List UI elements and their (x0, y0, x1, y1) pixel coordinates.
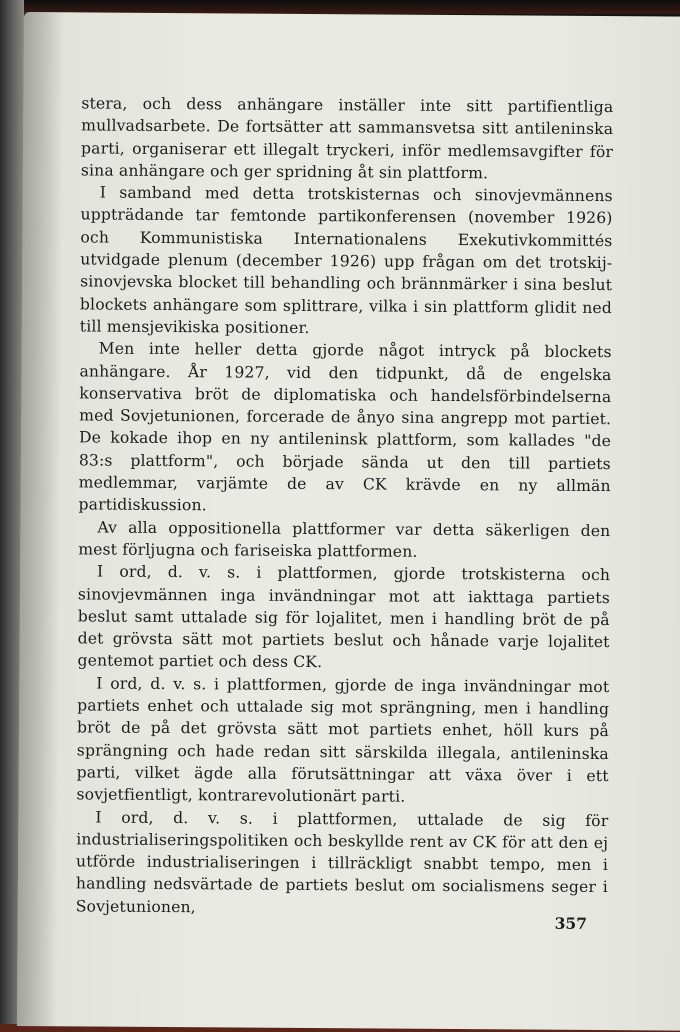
paragraph-2: I samband med detta trotskisternas och sinovjevmännens uppträdande tar femtonde partikonferensen (november 1926) och Kommunistiska Internationalens Exekutivkommittés utvidgade plenum (december 1926) upp frågan om det trotskij-sinovjevska blocket till behandling och brännmärker i sina beslut blockets anhängare som splittrare, vilka i sin plattform glidit ned till mensjevikiska positioner. (79, 183, 613, 337)
paragraph-6: I ord, d. v. s. i plattformen, gjorde de inga invändningar mot partiets enhet och uttalade sig mot sprängning, men i handling bröt de på det grövsta sätt mot partiets enhet, höll kurs på sprängning och hade redan sitt särskilda illegala, antileninska parti, vilket ägde alla förutsättningar att växa över i ett sovjetfientligt, kontrarevolutionärt parti. (76, 674, 610, 806)
paragraph-3: Men inte heller detta gjorde något intryck på blockets anhängare. År 1927, vid den tidpunkt, då de engelska konservativa bröt de diplomatiska och handelsförbindelserna med Sovjetunionen, forcerade de ånyo sina angrepp mot partiet. De kokade ihop en ny antileninsk plattform, som kallades "de 83:s plattform", och började sända ut den till partiets medlemmar, varjämte de av CK krävde en ny allmän partidiskussion. (78, 339, 612, 515)
book-page (17, 12, 680, 1031)
body-text (76, 92, 614, 921)
page-gutter-shadow (17, 12, 64, 1026)
paragraph-4: Av alla oppositionella plattformer var detta säkerligen den mest förljugna och fariseiska plattformen. (78, 518, 611, 561)
paragraph-1: stera, och dess anhängare inställer inte sitt partifientliga mullvadsarbete. De fortsätter att sammansvetsa sitt antileninska parti, organiserar ett illegalt tryckeri, inför medlemsavgifter för sina anhängare och ger spridning åt sin plattform. (80, 94, 614, 183)
paragraph-7: I ord, d. v. s. i plattformen, uttalade de sig för industrialiseringspolitiken och beskyllde rent av CK för att den ej utförde industrialiseringen i tillräckligt snabbt tempo, men i handling nedsvärtade de partiets beslut om socialismens seger i Sovjetunionen, (75, 808, 609, 916)
page-number: 357 (554, 913, 588, 933)
paragraph-5: I ord, d. v. s. i plattformen, gjorde trotskisterna och sinovjevmännen inga invändningar mot att iakttaga partiets beslut samt uttalade sig för lojalitet, men i handling bröt de på det grövsta sätt mot partiets beslut och hånade varje lojalitet gentemot partiet och dess CK. (77, 562, 611, 672)
